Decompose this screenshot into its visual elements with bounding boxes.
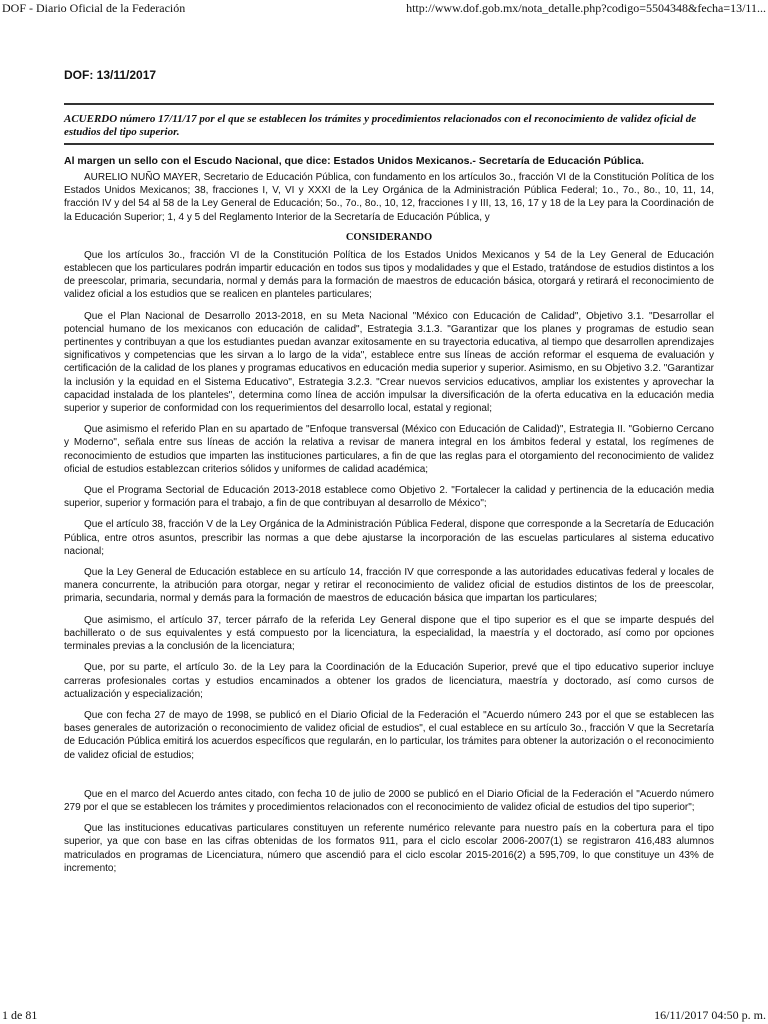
page-indicator: 1 de 81 — [2, 1008, 38, 1022]
considerando-heading: CONSIDERANDO — [345, 231, 433, 243]
spacer — [64, 770, 714, 788]
document-body — [64, 68, 714, 883]
paragraph: Que el Programa Sectorial de Educación 2013-2018 establece como Objetivo 2. "Fortalecer la calidad y pertinencia de la educación media superior, superior y formación para el trabajo, a fin de que contribuyan al desarrollo de México"; — [64, 485, 714, 510]
bottom-divider — [64, 143, 714, 145]
paragraph: Que asimismo el referido Plan en su apartado de "Enfoque transversal (México con Educación de Calidad)", Estrategia II. "Gobierno Cercano y Moderno", señala entre sus líneas de acción la relativa a revisar de manera integral en los ámbitos federal y estatal, los regímenes de reconocimiento de estudios que imparten las instituciones particulares, a fin de que las reglas para el otorgamiento del reconocimiento de validez oficial de estudios establezcan criterios sólidos y uniformes de calidad académica; — [64, 424, 714, 475]
print-timestamp: 16/11/2017 04:50 p. m. — [654, 1008, 766, 1022]
acuerdo-title: ACUERDO número 17/11/17 por el que se establecen los trámites y procedimientos relacionados con el reconocimiento de validez oficial de estudios del tipo superior. — [64, 113, 697, 138]
paragraph: Que en el marco del Acuerdo antes citado, con fecha 10 de julio de 2000 se publicó en el Diario Oficial de la Federación el "Acuerdo número 279 por el que se establecen los trámites y procedimientos relacionados con el reconocimiento de validez oficial de estudios del tipo superior"; — [64, 788, 714, 813]
paragraph: Que asimismo, el artículo 37, tercer párrafo de la referida Ley General dispone que el tipo superior es el que se imparte después del bachillerato o de sus equivalentes y está compuesto por la licenciatura, la especialidad, la maestría y el doctorado, así como por opciones terminales previas a la conclusión de la licenciatura; — [64, 614, 714, 653]
page-title-header: DOF - Diario Oficial de la Federación — [2, 1, 186, 15]
paragraph: Que los artículos 3o., fracción VI de la Constitución Política de los Estados Unidos Mexicanos y 54 de la Ley General de Educación establecen que los particulares podrán impartir educación en todos sus tipos y modalidades y que el Estado, tratándose de estudios distintos a los de preescolar, primaria, secundaria, normal y demás para la formación de maestros de educación básica, otorgará y retirará el reconocimiento de validez oficial a los estudios que se realicen en planteles particulares; — [64, 249, 714, 301]
paragraph: Que el artículo 38, fracción V de la Ley Orgánica de la Administración Pública Federal, dispone que corresponde a la Secretaría de Educación Pública, entre otros asuntos, prescribir las normas a que debe ajustarse la incorporación de las escuelas particulares al sistema educativo nacional; — [64, 519, 714, 557]
print-header — [0, 0, 768, 18]
print-footer — [0, 1006, 768, 1024]
paragraph: Que el Plan Nacional de Desarrollo 2013-2018, en su Meta Nacional "México con Educación de Calidad", Objetivo 3.1. "Desarrollar el potencial humano de los mexicanos con educación de calidad", Estrategia 3.1.3. "Garantizar que los planes y programas de estudio sean pertinentes y contribuyan a que los estudiantes puedan avanzar exitosamente en su trayectoria educativa, al tiempo que desarrollen aprendizajes significativos y competencias que les sirvan a lo largo de la vida", establece entre sus líneas de acción reformar el esquema de evaluación y certificación de la calidad de los planes y programas educativos en educación media superior y superior. Asimismo, en su Objetivo 3.2. "Garantizar la inclusión y la equidad en el Sistema Educativo", Estrategia 3.2.3. "Crear nuevos servicios educativos, ampliar los existentes y aprovechar la capacidad instalada de los planteles", determina como línea de acción impulsar la diversificación de la oferta educativa en la educación media superior y superior de conformidad con los requerimientos del desarrollo local, estatal y regional; — [64, 310, 714, 415]
paragraph: Que las instituciones educativas particulares constituyen un referente numérico relevante para nuestro país en la cobertura para el tipo superior, ya que con base en las cifras obtenidas de los formatos 911, para el ciclo escolar 2006-2007(1) se registraron 416,483 alumnos matriculados en programas de Licenciatura, número que ascendió para el ciclo escolar 2015-2016(2) a 595,709, lo que constituye un 43% de incremento; — [64, 823, 714, 874]
paragraph: Que con fecha 27 de mayo de 1998, se publicó en el Diario Oficial de la Federación el "Acuerdo número 243 por el que se establecen las bases generales de autorización o reconocimiento de validez oficial de estudios", el cual establece en su artículo 3o., fracción V que la Secretaría de Educación Pública emitirá los acuerdos específicos que regularán, en lo particular, los trámites para obtener la autorización o el reconocimiento de validez oficial de estudios; — [64, 709, 714, 761]
intro-paragraph: AURELIO NUÑO MAYER, Secretario de Educación Pública, con fundamento en los artículos 3o., fracción VI de la Constitución Política de los Estados Unidos Mexicanos; 38, fracciones I, V, VI y XXXI de la Ley Orgánica de la Administración Pública Federal; 1o., 7o., 8o., 10, 11, 14, fracción IV y del 54 al 58 de la Ley General de Educación; 5o., 7o., 8o., 10, 12, fracciones I y III, 13, 16, 17 y 18 de la Ley para la Coordinación de la Educación Superior; 1, 4 y 5 del Reglamento Interior de la Secretaría de Educación Pública, y — [64, 172, 714, 223]
margen-note: Al margen un sello con el Escudo Nacional, que dice: Estados Unidos Mexicanos.- Secretaría de Educación Pública. — [64, 155, 644, 167]
paragraph: Que, por su parte, el artículo 3o. de la Ley para la Coordinación de la Educación Superior, prevé que el tipo educativo superior incluye carreras profesionales cortas y estudios encaminados a obtener los grados de licenciatura, maestría y doctorado, así como cursos de actualización y especialización; — [64, 662, 714, 700]
page-url-header[interactable]: http://www.dof.gob.mx/nota_detalle.php?codigo=5504348&fecha=13/11... — [406, 1, 766, 15]
dof-date-label: DOF: 13/11/2017 — [64, 68, 157, 82]
paragraph: Que la Ley General de Educación establece en su artículo 14, fracción IV que corresponde a las autoridades educativas federal y locales de manera concurrente, la atribución para otorgar, negar y retirar el reconocimiento de validez oficial de estudios distintos de los de preescolar, primaria, secundaria, normal y demás para la formación de maestros de educación básica que impartan los particulares; — [64, 567, 714, 605]
